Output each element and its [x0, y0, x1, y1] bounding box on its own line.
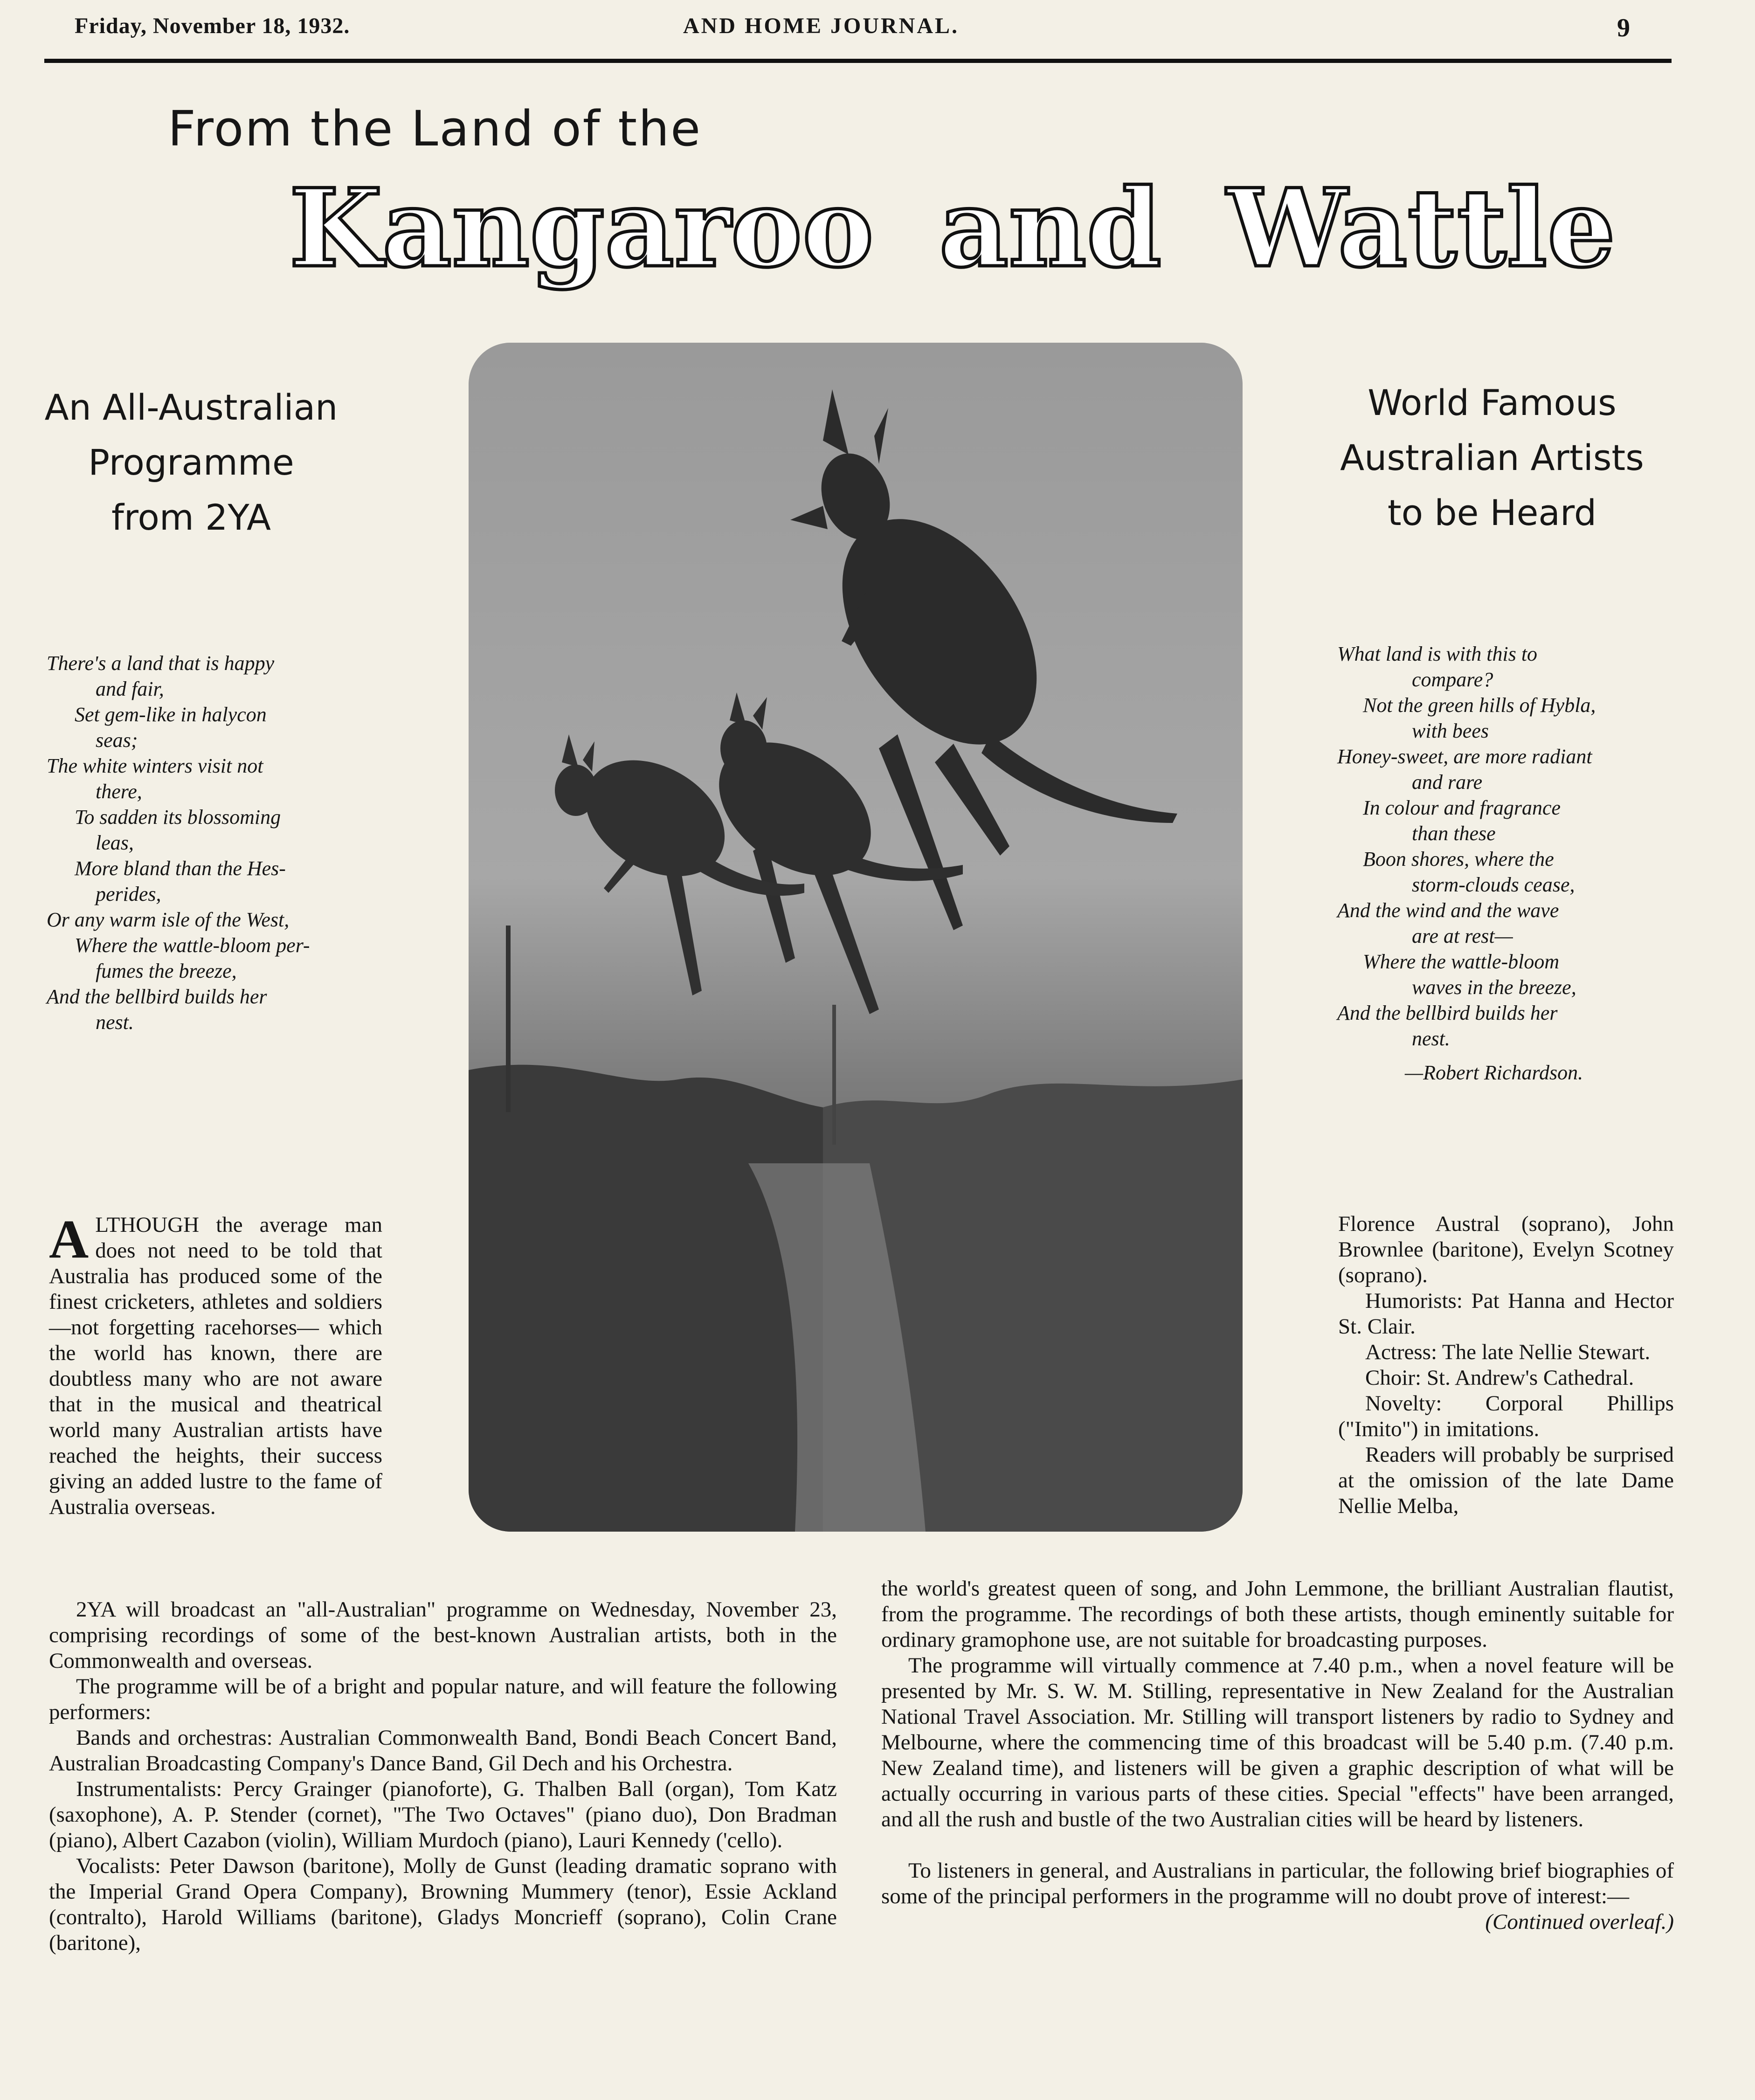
bush-left — [469, 1065, 823, 1532]
kangaroo-illustration — [469, 343, 1243, 1532]
poem-author: —Robert Richardson. — [1405, 1061, 1583, 1084]
intro-column — [49, 1209, 382, 1520]
title-kicker: From the Land of the — [168, 100, 702, 157]
drop-cap: A — [49, 1209, 89, 1270]
main-title: Kangaroo and Wattle — [289, 166, 1616, 291]
performers-column: Florence Austral (soprano), John Brownlee (baritone), Evelyn Scotney (soprano). Humorists: Pat Hanna and Hector St. Clair. Actress: The late Nellie Stewart. Choir: St. Andrew's Cathedral. Novelty: Corporal Phillips ("Imito") in imitations. Readers will probably be surprised at the omission of the late Dame Nellie Melba, — [1338, 1212, 1674, 1518]
left-subheadline: An All-Australian Programme from 2YA — [44, 387, 338, 538]
poem-right: What land is with this to compare? Not the green hills of Hybla, with bees Honey-sweet, are more radiant and rare In colour and fragrance than these Boon shores, where the storm-clouds cease, And the wind and the wave are at rest— Where the wattle-bloom waves in the breeze, And the bellbird builds her nest. —Robert Richardson. — [1337, 641, 1596, 1085]
issue-date: Friday, November 18, 1932. — [75, 14, 350, 38]
poem-left: There's a land that is happy and fair, Set gem-like in halycon seas; The white winters visit not there, To sadden its blossoming leas, More bland than the Hes- perides, Or any warm isle of the West, Where the wattle-bloom per- fumes the breeze, And the bellbird builds her nest. — [47, 652, 310, 1034]
tree-trunk — [832, 1005, 836, 1145]
continued-note: (Continued overleaf.) — [1485, 1910, 1674, 1934]
right-subheadline: World Famous Australian Artists to be Heard — [1340, 382, 1644, 533]
page-number: 9 — [1617, 14, 1631, 42]
header-rule — [44, 59, 1672, 63]
programme-column: 2YA will broadcast an "all-Australian" programme on Wednesday, November 23, comprising recordings of some of the best-known Australian artists, both in the Commonwealth and overseas. The programme will be of a bright and popular nature, and will feature the following performers: Bands and orchestras: Australian Commonwealth Band, Bondi Beach Concert Band, Australian Broadcasting Company's Dance Band, Gil Dech and his Orchestra. Instrumentalists: Percy Grainger (pianoforte), G. Thalben Ball (organ), Tom Katz (saxophone), A. P. Stender (cornet), "The Two Octaves" (piano duo), Don Bradman (piano), Albert Cazabon (violin), William Murdoch (piano), Lauri Kennedy ('cello). Vocalists: Peter Dawson (baritone), Molly de Gunst (leading dramatic soprano with the Imperial Grand Opera Company), Browning Mummery (tenor), Essie Ackland (contralto), Harold Williams (baritone), Gladys Moncrieff (soprano), Colin Crane (baritone), — [49, 1597, 837, 1955]
journal-name: AND HOME JOURNAL. — [683, 14, 959, 38]
broadcast-column: the world's greatest queen of song, and John Lemmone, the brilliant Australian flautist, from the programme. The recordings of both these artists, though eminently suitable for ordinary gramophone use, are not suitable for broadcasting purposes. The programme will virtually commence at 7.40 p.m., when a novel feature will be presented by Mr. S. W. M. Stilling, representative in New Zealand for the Australian National Travel Association. Mr. Stilling will transport listeners by radio to Sydney and Melbourne, where the commencing time of this broadcast will be 5.40 p.m. (7.40 p.m. New Zealand time), and listeners will be given a graphic description of what will be actually occurring in various parts of these cities. Special "effects" have been arranged, and all the rush and bustle of the two Australian cities will be heard by listeners. To listeners in general, and Australians in particular, the following brief biographies of some of the principal performers in the programme will no doubt prove of interest:— (Continued overleaf.) — [881, 1576, 1674, 1934]
intro-text: LTHOUGH the average man does not need to be told that Australia has produced some of the finest cricketers, athletes and soldiers —not forgetting racehorses— which the world has known, there are doubtless many who are not aware that in the musical and theatrical world many Australian artists have reached the heights, their success giving an added lustre to the fame of Australia overseas. — [49, 1213, 382, 1519]
kangaroo-photo — [469, 343, 1243, 1532]
tree-trunk — [506, 926, 511, 1112]
